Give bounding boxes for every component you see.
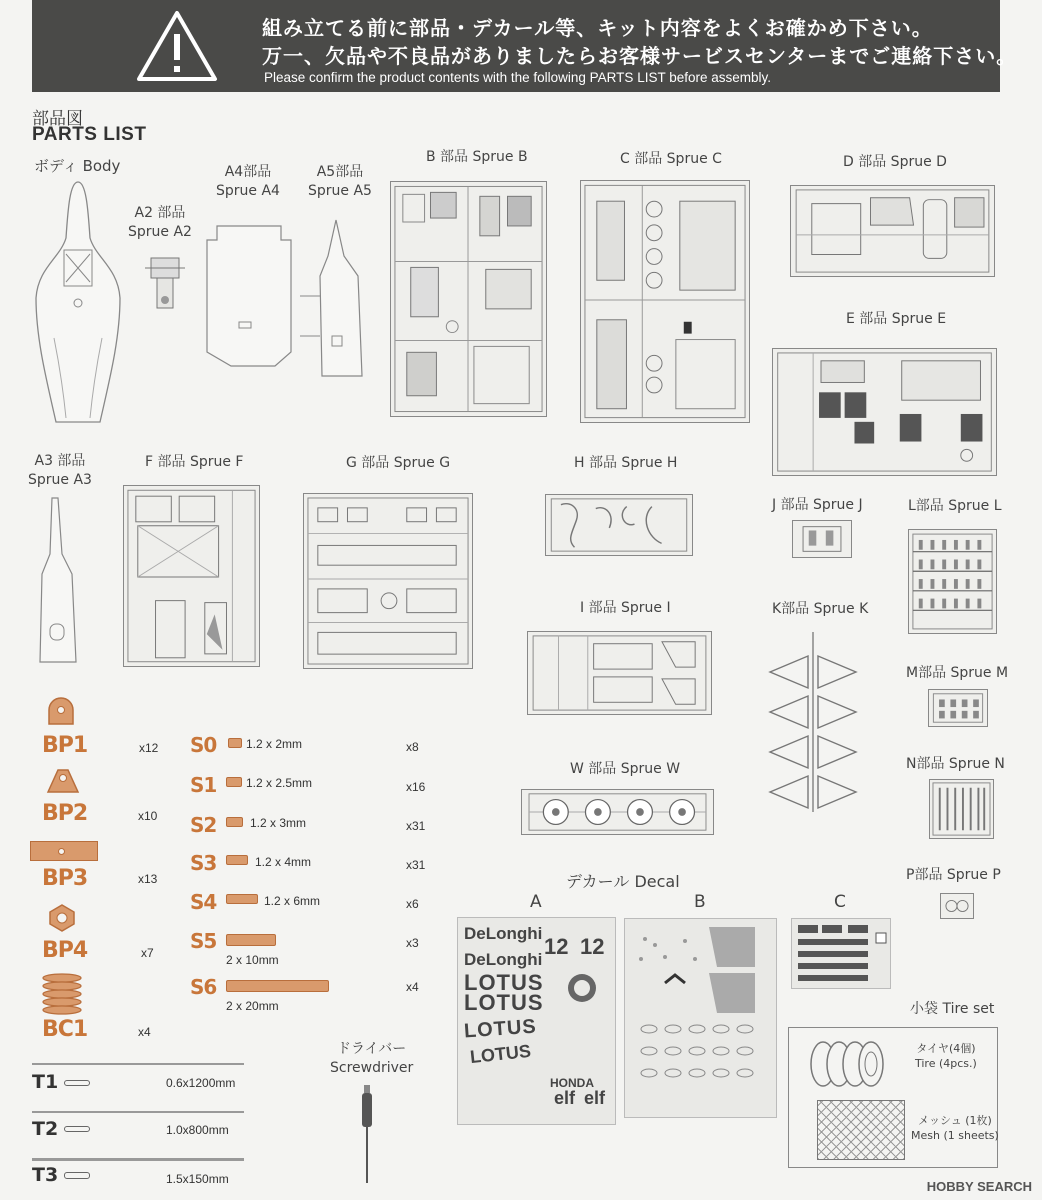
s6-code: S6 xyxy=(190,975,217,999)
sprue-a5-label: A5部品 Sprue A5 xyxy=(308,164,372,199)
s4-size: 1.2 x 6mm xyxy=(264,894,321,908)
s6-count: x4 xyxy=(406,980,419,994)
decal-sheet-a: DeLonghi DeLonghi 12 12 LOTUS LOTUS LOTUS LOTUS HONDA elf elf xyxy=(457,917,616,1125)
sprue-i xyxy=(527,631,712,715)
tire-set-title: 小袋 Tire set xyxy=(910,1001,995,1017)
bc1-code: BC1 xyxy=(42,1017,88,1042)
tire-icon xyxy=(807,1038,897,1090)
s3-size: 1.2 x 4mm xyxy=(255,855,312,869)
sprue-m-label: M部品 Sprue M xyxy=(906,665,1009,681)
bp3-code: BP3 xyxy=(42,866,88,891)
s1-size: 1.2 x 2.5mm xyxy=(246,776,313,790)
sprue-k-label: K部品 Sprue K xyxy=(772,601,869,617)
decal-sheet-c xyxy=(791,918,891,989)
sprue-d xyxy=(790,185,995,277)
sprue-c-label: C 部品 Sprue C xyxy=(620,151,722,167)
s3-count: x31 xyxy=(406,858,426,872)
decal-c-label: C xyxy=(834,892,846,912)
s0-count: x8 xyxy=(406,740,419,754)
s5-screw xyxy=(226,934,276,946)
warning-line-2: 万一、欠品や不良品がありましたらお客様サービスセンターまでご連絡下さい。 xyxy=(262,44,1018,68)
s1-count: x16 xyxy=(406,780,426,794)
sprue-e xyxy=(772,348,997,476)
s3-code: S3 xyxy=(190,851,217,875)
bp4-count: x7 xyxy=(141,946,154,960)
s1-code: S1 xyxy=(190,773,217,797)
screwdriver-label: ドライバー Screwdriver xyxy=(330,1041,414,1076)
bp3-count: x13 xyxy=(138,872,158,886)
section-title-en: PARTS LIST xyxy=(32,124,147,145)
sprue-j xyxy=(792,520,852,558)
bp1-count: x12 xyxy=(139,741,159,755)
sprue-m xyxy=(928,689,988,727)
s5-code: S5 xyxy=(190,929,217,953)
sprue-j-label: J 部品 Sprue J xyxy=(772,497,863,513)
sprue-e-label: E 部品 Sprue E xyxy=(846,311,947,327)
bp4-code: BP4 xyxy=(42,938,88,963)
warning-icon xyxy=(136,10,218,82)
bp1-part xyxy=(46,696,76,726)
sprue-l-label: L部品 Sprue L xyxy=(908,498,1002,514)
s2-count: x31 xyxy=(406,819,426,833)
sprue-b xyxy=(390,181,547,417)
s2-screw xyxy=(226,817,243,827)
sprue-n xyxy=(929,779,994,839)
body-shell xyxy=(30,178,126,428)
sprue-g xyxy=(303,493,473,669)
sprue-i-label: I 部品 Sprue I xyxy=(580,600,671,616)
sprue-a4-label: A4部品 Sprue A4 xyxy=(216,164,280,199)
sprue-f-label: F 部品 Sprue F xyxy=(145,454,244,470)
s5-size: 2 x 10mm xyxy=(226,953,279,967)
warning-line-1: 組み立てる前に部品・デカール等、キット内容をよくお確かめ下さい。 xyxy=(262,16,933,40)
mesh-icon xyxy=(817,1100,905,1160)
bp2-count: x10 xyxy=(138,809,158,823)
section-title-jp: 部品図 xyxy=(32,109,83,129)
warning-line-3: Please confirm the product contents with the following PARTS LIST before assembly. xyxy=(264,70,772,85)
bp3-part xyxy=(30,841,98,861)
s4-code: S4 xyxy=(190,890,217,914)
sprue-c xyxy=(580,180,750,423)
sprue-h-label: H 部品 Sprue H xyxy=(574,455,678,471)
sprue-a4 xyxy=(203,216,295,374)
sprue-w-label: W 部品 Sprue W xyxy=(570,761,681,777)
bp4-part xyxy=(47,903,77,933)
t3-icon xyxy=(64,1172,90,1179)
sprue-f xyxy=(123,485,260,667)
t2-icon xyxy=(64,1126,90,1132)
sprue-p xyxy=(940,893,974,919)
t3-size: 1.5x150mm xyxy=(166,1172,229,1186)
sprue-d-label: D 部品 Sprue D xyxy=(843,154,947,170)
t2-tube xyxy=(32,1111,244,1113)
t2-size: 1.0x800mm xyxy=(166,1123,229,1137)
s1-screw xyxy=(226,777,242,787)
sprue-k xyxy=(762,632,864,812)
t1-icon xyxy=(64,1080,90,1086)
warning-banner xyxy=(32,0,1018,92)
tire-label: タイヤ(4個) Tire (4pcs.) xyxy=(915,1042,977,1070)
sprue-l xyxy=(908,529,997,634)
sprue-a5 xyxy=(296,216,368,384)
bp2-part xyxy=(46,766,80,794)
screwdriver-icon xyxy=(360,1085,374,1185)
site-watermark: HOBBY SEARCH xyxy=(926,1179,1032,1194)
sprue-g-label: G 部品 Sprue G xyxy=(346,455,451,471)
s0-code: S0 xyxy=(190,733,217,757)
s0-size: 1.2 x 2mm xyxy=(246,737,303,751)
sprue-h xyxy=(545,494,693,556)
decal-a-label: A xyxy=(530,892,542,912)
s5-count: x3 xyxy=(406,936,419,950)
tire-set-box xyxy=(788,1027,998,1168)
decal-b-label: B xyxy=(694,892,706,912)
s6-size: 2 x 20mm xyxy=(226,999,279,1013)
t1-code: T1 xyxy=(32,1071,59,1093)
body-label: ボディ Body xyxy=(34,157,121,175)
s2-code: S2 xyxy=(190,813,217,837)
bp1-code: BP1 xyxy=(42,733,88,758)
t1-tube xyxy=(32,1063,244,1065)
sprue-w xyxy=(521,789,714,835)
t3-tube xyxy=(32,1158,244,1161)
bc1-count: x4 xyxy=(138,1025,151,1039)
s4-screw xyxy=(226,894,258,904)
bp2-code: BP2 xyxy=(42,801,88,826)
decal-title: デカール Decal xyxy=(566,872,680,891)
s2-size: 1.2 x 3mm xyxy=(250,816,307,830)
sprue-n-label: N部品 Sprue N xyxy=(906,756,1005,772)
s4-count: x6 xyxy=(406,897,419,911)
s6-screw xyxy=(226,980,329,992)
sprue-a2 xyxy=(145,250,185,316)
s0-screw xyxy=(228,738,242,748)
sprue-a3 xyxy=(36,494,82,666)
t3-code: T3 xyxy=(32,1164,59,1186)
sprue-b-label: B 部品 Sprue B xyxy=(426,149,528,165)
decal-sheet-b xyxy=(624,918,777,1118)
t1-size: 0.6x1200mm xyxy=(166,1076,236,1090)
sprue-a2-label: A2 部品 Sprue A2 xyxy=(128,205,192,240)
sprue-p-label: P部品 Sprue P xyxy=(906,867,1001,883)
t2-code: T2 xyxy=(32,1118,59,1140)
sprue-a3-label: A3 部品 Sprue A3 xyxy=(28,453,92,488)
mesh-label: メッシュ (1枚) Mesh (1 sheets) xyxy=(911,1114,999,1142)
bc1-spring xyxy=(40,972,84,1016)
s3-screw xyxy=(226,855,248,865)
